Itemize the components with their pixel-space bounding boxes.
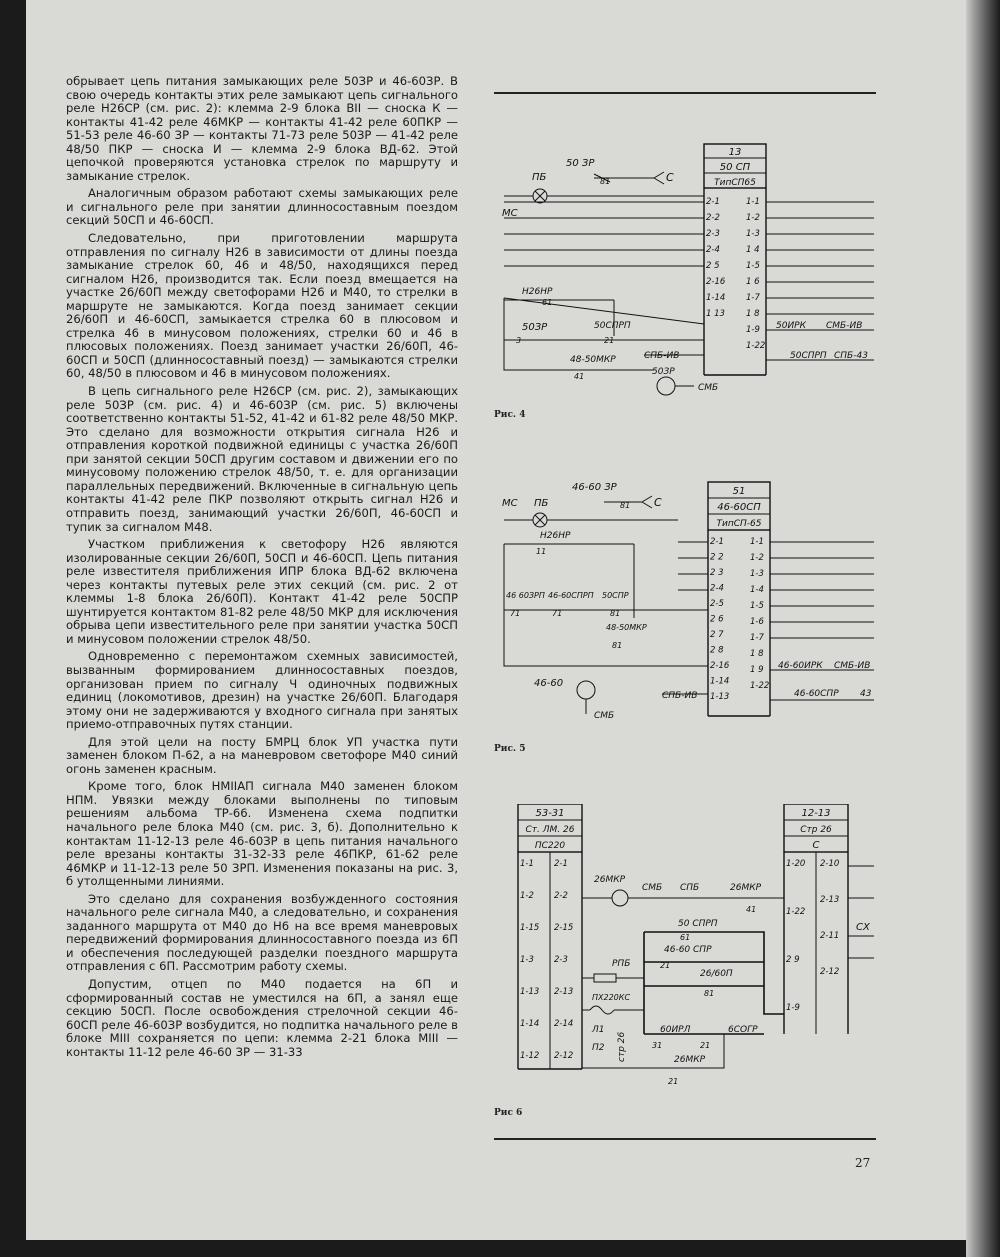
paragraph: Следовательно, при приготовлении маршрута отправления по сигналу Н26 в зависимости от длины поезда замыкание стрелок 60, 46 и 48/50, находящихся перед сигналом Н26, производится так. Если поезд вмещается на участке 26/60П между светофорами Н26 и М40, то стрелки в маршруте не замыкаются. Когда поезд занимает секции 26/60П и 46-60СП, замыкается стрелка 60 в плюсовом и стрелка 46 в минусовом положениях, стрелки 60 и 46 в плюсовых положениях. Поезд занимает участки 26/60П, 46-60СП и 50СП (длинносоставный поезд) — замыкаются стрелки 60, 48/50 в плюсовом и 46 в минусовом положениях. [66,231,458,381]
block-type: ТипСП-65 [716,519,762,529]
terminal-label: 2-16 [710,661,730,671]
relay-label: 50ИРК [776,321,807,331]
contact-label: 3 [516,336,522,345]
terminal-label: 2-4 [710,583,724,594]
page-number: 27 [855,1156,871,1170]
relay-label: Н26НР [522,287,553,297]
terminal-label: 2-1 [710,537,724,547]
relay-label: 46 60ЗРП [506,591,545,600]
contact-label: 81 [620,501,631,510]
paragraph: В цепь сигнального реле Н26СР (см. рис. 2), замыкающих реле 50ЗР (см. рис. 4) и 46-60ЗР (см. рис. 5) включены соответственно контакты 51-52, 41-42 и 61-82 реле 48/50 МКР. Это сделано для возможности открытия сигнала Н26 и отправления короткой подвижной единицы с участка 26/60П при занятой секции 50СП другим составом и движении его по минусовому положению стрелок 48/50, т. е. для организации параллельных передвижений. Включенные в сигнальную цепь контакты 41-42 реле ПКР позволяют открыть сигнал Н26 и отправить поезд, занимающий участки 26/60П, 46-60СП и тупик за сигналом М48. [66,384,458,534]
terminal-label: 1-22 [750,681,770,691]
block-number: 12-13 [801,808,831,819]
terminal-label: 2-3 [706,229,720,239]
terminal-label: 1-22 [786,907,806,917]
contact-label: 21 [660,961,671,970]
contact-label: 11 [536,547,547,556]
terminal-label: 1-1 [750,537,764,547]
terminal-label: 2-2 [554,891,568,901]
terminal-label: 1-12 [520,1051,540,1061]
relay-label: 26МКР [674,1055,706,1065]
terminal-label: 2-10 [820,859,840,869]
relay-label: П2 [592,1043,605,1053]
paragraph: Аналогичным образом работают схемы замыкающих реле и сигнального реле при занятии длинносоставным поездом секций 50СП и 46-60СП. [66,186,458,228]
bottom-rule [494,1138,876,1140]
relay-label: Л1 [592,1025,605,1035]
contact-label: 31 [652,1041,663,1050]
relay-label: 46-60ИРК [778,661,823,671]
contact-label: 41 [746,905,757,914]
terminal-label: 1-3 [750,569,764,579]
block-number: 13 [728,147,742,158]
relay-label: 46-60СПР [794,689,839,699]
paragraph: обрывает цепь питания замыкающих реле 50ЗР и 46-60ЗР. В свою очередь контакты этих реле замыкают цепь сигнального реле Н26СР (см. рис. 2): клемма 2-9 блока ВII — сноска К — контакты 41-42 реле 46МКР — контакты 41-42 реле 60ПКР — 51-53 реле 46-60 ЗР — контакты 71-73 реле 50ЗР — 41-42 реле 48/50 ПКР — сноска И — клемма 2-9 блока ВД-62. Этой цепочкой проверяются установка стрелок по маршруту и замыкание стрелок. [66,74,458,183]
contact-label: 21 [700,1041,711,1050]
terminal-label: 1-2 [750,553,764,563]
figure-4 [494,140,884,405]
bus-label: СПБ-ИВ [662,691,698,701]
terminal-label: 1 6 [746,277,760,287]
c-label: С [654,496,662,509]
terminal-label: 2-1 [554,859,568,869]
paragraph: Кроме того, блок НМIIАП сигнала М40 заменен блоком НПМ. Увязки между блоками выполнены по типовым решениям альбома ТР-66. Изменена схема подпитки начального реле блока М40 (см. рис. 3, б). Дополнительно к контактам 11-12-13 реле 46-60ЗР в цепь питания начального реле врезаны контакты 31-32-33 реле 46ПКР, 61-62 реле 46МКР и 11-12-13 реле 50 ЗРП. Изменения показаны на рис. 3, б утолщенными линиями. [66,779,458,889]
body-text-column [66,75,458,1063]
bus-label: СПБ [680,883,700,893]
terminal-label: 1-5 [746,261,760,271]
bus-label: СМБ-ИВ [826,321,863,331]
block-name: 50 СП [719,162,751,173]
bus-label: СМБ [698,383,719,393]
terminal-label: 1 4 [746,245,760,255]
relay-coil [577,681,595,699]
block-name: Стр 26 [800,825,832,835]
paragraph: Для этой цели на посту БМРЦ блок УП участка пути заменен блоком П-62, а на маневровом светофоре М40 синий огонь заменен красным. [66,734,458,776]
terminal-label: 1-4 [750,585,764,595]
relay-label: 6СОГР [728,1025,758,1035]
paragraph: Одновременно с перемонтажом схемных зависимостей, вызванным формированием длинносоставных поездов, организован прием по сигналу Ч одиночных подвижных единиц (локомотивов, дрезин) на участке 26/60П. Благодаря этому они не задерживаются у входного сигнала при занятых приемо-отправочных путях станции. [66,649,458,732]
terminal-label: 1 9 [750,665,764,675]
terminal-label: 2-12 [820,967,840,977]
relay-label: 46-60 [534,678,564,689]
contact-label: 81 [704,989,715,998]
bus-label: СМБ-ИВ [834,661,871,671]
bus-label: СМБ [642,883,663,893]
terminal-label: 1-15 [520,923,540,933]
page-edge-shadow [966,0,1000,1257]
terminal-label: 1 8 [750,649,764,659]
terminal-label: 2 9 [786,955,800,965]
relay-coil [612,890,628,906]
block-name: 46-60СП [717,502,761,513]
bus-label: СПБ-43 [834,351,868,361]
relay-label: 48-50МКР [570,355,616,365]
terminal-label: 2-13 [554,987,574,997]
terminal-label: 1 13 [706,309,725,319]
terminal-label: 2-5 [710,599,724,609]
figure-5-caption: Рис. 5 [494,744,526,754]
pb-label: ПБ [532,172,547,183]
block-type: С [812,840,820,851]
contact-label: 81 [600,177,611,186]
terminal-label: 2-15 [554,923,574,933]
terminal-label: 1 8 [746,309,760,319]
terminal-label: 1-9 [746,325,760,335]
relay-label: 46-60 СПР [664,945,712,955]
terminal-label: 1-2 [746,213,760,223]
contact-label: 21 [604,336,615,345]
bus-label: 43 [860,689,872,699]
terminal-label: 1-14 [710,676,730,687]
terminal-label: 1-14 [706,293,726,303]
terminal-label: 2-14 [554,1019,574,1029]
block-type: ПС220 [534,841,566,851]
relay-label: 26МКР [594,875,626,885]
terminal-label: 2-12 [554,1051,574,1061]
relay-label: стр 26 [617,1031,627,1062]
terminal-label: 2-3 [554,955,568,965]
figure-6 [494,804,884,1094]
relay-label: РПБ [612,959,631,969]
terminal-label: 2-2 [706,213,720,223]
figure-5 [494,478,884,743]
terminal-label: 1-1 [520,859,534,869]
terminal-label: 1-14 [520,1019,540,1029]
terminal-label: 1-5 [750,601,764,611]
terminal-label: 1-9 [786,1003,800,1013]
figure-5-schematic [494,478,884,743]
relay-label: 50СПРП [790,351,827,361]
paragraph: Допустим, отцеп по М40 подается на 6П и сформированный состав не уместился на 6П, а занял еще секцию 50СП. После освобождения стрелочной секции 46-60СП реле 46-60ЗР возбудится, но подпитка начального реле в блоке МIII сохраняется по цепи: клемма 2-21 блока МIII — контакты 11-12 реле 46-60 ЗР — 31-33 [66,977,458,1059]
contact-label: 41 [574,372,585,381]
terminal-label: 1-6 [750,617,764,627]
terminal-label: 2 5 [706,261,720,271]
terminal-label: 1-2 [520,891,534,901]
terminal-label: 2 6 [710,614,724,625]
top-rule [494,92,876,94]
terminal-label: 1-3 [746,229,760,239]
terminal-label: 2 8 [710,645,724,656]
terminal-label: 2 2 [710,552,724,563]
relay-label: 50ЗР [652,367,675,377]
terminal-label: 1-22 [746,341,766,351]
terminal-label: 1-7 [750,633,764,643]
contact-label: 81 [610,609,621,618]
paragraph: Это сделано для сохранения возбужденного состояния начального реле сигнала М40, а следовательно, и сохранения заданного маршрута от М40 до Н6 на все время маневровых передвижений формирования длинносоставного поезда из 6П и обеспечения последующей разделки поездного маршрута отправления с 6П. Рассмотрим работу схемы. [66,891,458,974]
paragraph: Участком приближения к светофору Н26 являются изолированные секции 26/60П, 50СП и 46-60СП. Цепь питания реле известителя приближения ИПР блока ВД-62 включена через контакты путевых реле этих секций (см. рис. 2 от клеммы 1-8 блока 26/60П). Контакт 41-42 реле 50СПР шунтируется контактом 81-82 реле 48/50 МКР для исключения обрыва цепи известительного реле при занятии участка 50СП и минусовом положении стрелок 48/50. [66,537,458,646]
fuse [594,974,616,982]
contact-label: 61 [680,933,691,942]
block-name: Ст. ЛМ. 26 [525,825,575,835]
terminal-label: 2-4 [706,245,720,255]
terminal-label: 1-13 [520,987,540,997]
figure-4-schematic [494,140,884,405]
terminal-label: 1-1 [746,197,760,207]
bus-label: СМБ [594,711,615,721]
bus-label: СХ [856,922,870,933]
terminal-label: 2-11 [820,931,840,941]
c-label: С [666,171,674,184]
bus-label: СПБ-ИВ [644,351,680,361]
contact-label: 71 [510,609,521,618]
contact-label: 21 [668,1077,679,1086]
relay-label: 60ИРЛ [660,1025,691,1035]
relay-label: 48-50МКР [606,623,647,632]
terminal-label: 2-16 [706,277,726,287]
figure-6-caption: Рис 6 [494,1108,523,1118]
pb-label: ПБ [534,498,549,509]
relay-label: 50СПР [602,591,629,600]
terminal-label: 1-7 [746,293,760,303]
relay-label: 50 ЗР [566,158,595,169]
figure-6-schematic [494,804,884,1094]
terminal-label: 1-20 [786,859,806,869]
terminal-label: 2-1 [706,197,720,207]
relay-label: 26/60П [700,969,733,979]
relay-label: 46-60 ЗР [572,482,617,493]
relay-label: 46-60СПРП [548,591,594,600]
mc-label: МС [502,208,518,219]
terminal-label: 1-13 [710,692,730,702]
terminal-label: 2 7 [710,630,724,640]
contact-label: 81 [612,641,623,650]
figure-4-caption: Рис. 4 [494,410,526,420]
relay-label: 50ЗР [522,322,548,333]
relay-label: Н26НР [540,531,571,541]
block-number: 51 [732,486,746,497]
mc-label: МС [502,498,518,509]
contact-label: 71 [552,609,563,618]
relay-label: ПХ220КС [592,993,631,1002]
block-number: 53-31 [535,808,565,819]
terminal-label: 2-13 [820,895,840,905]
block-type: ТипСП65 [714,178,756,188]
relay-label: 50СПРП [594,321,631,331]
relay-coil [657,377,675,395]
relay-label: 26МКР [730,883,762,893]
terminal-label: 1-3 [520,955,534,965]
contact-label: 61 [542,298,553,307]
relay-label: 50 СПРП [678,919,718,929]
terminal-label: 2 3 [710,568,724,578]
